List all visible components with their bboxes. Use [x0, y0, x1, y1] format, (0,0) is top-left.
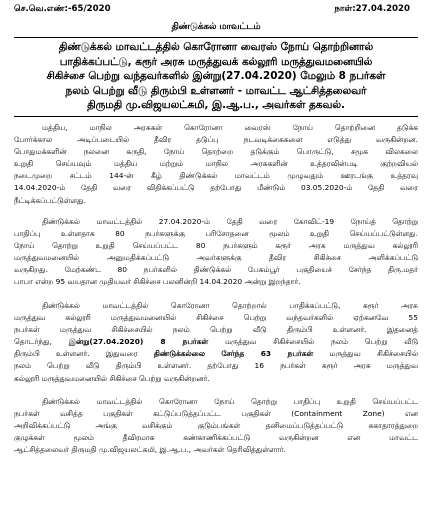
paragraph-line: திண்டுக்கல் மாவட்டத்தில் 27.04.2020-ம் தேதி வரை கோவிட்-19 நோய்த் தொற்று — [42, 217, 418, 226]
paragraph-line: நபர்கள் வசித்த பகுதிகள் கட்டுப்படுத்தப்பட்ட பகுதிகள் (Containment Zone) என — [14, 409, 418, 419]
release-date: நாள்:27.04.2020 — [334, 4, 410, 14]
paragraph-line: மருத்துவமனையில் அனுமதிக்கப்பட்டு அவர்களுக்கு தீவிர சிகிச்சை அளிக்கப்பட்டு — [14, 253, 418, 263]
paragraph-line: பாபா என்ற 95 வயதான முதியவர் சிகிச்சை பலனின்றி 14.04.2020 அன்று இறந்தார். — [14, 277, 301, 287]
paragraph-line: குழுக்கள் மூலம் தீவிரமாக கண்காணிக்கப்பட்டு வருகின்றன என மாவட்ட — [14, 433, 418, 443]
paragraph-line: அறிவிக்கப்பட்டு அங்கு வசிக்கும் குடும்பங்கள் தனிமைப்படுத்தப்பட்டு சுகாதாரத்துறை — [14, 421, 418, 431]
paragraph-line: திண்டுக்கல் மாவட்டத்தில் கொரோனா தொற்றால் பாதிக்கப்பட்டு, கரூர் அரசு — [42, 301, 418, 310]
paragraph-line: நோய் தொற்று உறுதி செய்யப்பட்ட 80 நபர்களும் கரூர் அரசு மருத்துவ கல்லூரி — [14, 241, 418, 251]
paragraph-line: தொடர்ந்து, இன்று(27.04.2020) 8 நபர்கள் மருத்துவ சிகிச்சையில் நலம் பெற்று வீடு — [14, 337, 418, 347]
headline-line: திண்டுக்கல் மாவட்டத்தில் கொரோனா வைரஸ் நோய் தொற்றினால் — [58, 41, 374, 53]
paragraph-line: நபர்கள் மருத்துவ சிகிச்சையில் நலம் பெற்று வீடு திரும்பி உள்ளனர். இதனைத் — [14, 325, 418, 335]
header-divider — [14, 37, 418, 38]
paragraph-curfew — [14, 122, 418, 207]
paragraph-line: பாதிப்பு உள்ளதாக 80 நபர்களுக்கு பரிசோதனை மூலம் உறுதி செய்யப்பட்டுள்ளது. — [14, 229, 418, 239]
paragraph-line: உறுதி செய்யவும் மத்திய மற்றும் மாநில அரசுகளின் உத்தரவின்படி குற்றவியல் — [14, 159, 418, 169]
paragraph-line: வருகிறது. மேற்கண்ட 80 நபர்களில் திண்டுக்கல் பேகம்பூர் பகுதியைச் சேர்ந்த திரு.மதர் — [14, 265, 418, 275]
headline-line: திருமதி மு.விஜயலட்சுமி, இ.ஆ.ப., அவர்கள் தகவல். — [87, 99, 345, 111]
paragraph-line: ஆட்சித்தலைவர் திருமதி மு.விஜயலட்சுமி, இ.ஆ.ப., அவர்கள் தெரிவித்துள்ளார். — [14, 445, 286, 455]
paragraph-containment — [14, 396, 418, 456]
release-number: செ.வெ.எண்:-65/2020 — [14, 4, 111, 14]
paragraph-line: மத்திய, மாநில அரசுகள் கொரோனா வைரஸ் நோய் தொற்றினை தடுக்க — [42, 123, 418, 132]
paragraph-line: திண்டுக்கல் மாவட்டத்தில் கொரோனா நோய் தொற்று பாதிப்பு உறுதி செய்யப்பட்ட — [42, 397, 418, 406]
paragraph-line: கல்லூரி மருத்துவமனையில் சிகிச்சை பெற்று வருகின்றனர். — [14, 373, 210, 383]
headline-line: பாதிக்கப்பட்டு, கரூர் அரசு மருத்துவக் கல்லூரி மருத்துவமனையில் — [59, 55, 373, 68]
headline-divider — [14, 116, 418, 117]
paragraph-line: நலம் பெற்று வீடு திரும்பி உள்ளனர். தற்போது 16 நபர்கள் கரூர் அரசு மருத்துவ — [14, 361, 418, 371]
district-heading: திண்டுக்கல் மாவட்டம் — [171, 22, 261, 32]
headline-line: நலம் பெற்று வீடு திரும்பி உள்ளனர் - மாவட்ட ஆட்சித்தலைவர் — [65, 84, 367, 97]
paragraph-line: திரும்பி உள்ளனர். இதுவரை திண்டுக்கல்லை சேர்ந்த 63 நபர்கள் மருத்துவ சிகிச்சையில் — [14, 349, 418, 359]
paragraph-recoveries — [14, 300, 418, 385]
paragraph-line: 14.04.2020-ம் தேதி வரை விதிக்கப்பட்டு தற்போது மீண்டும் 03.05.2020-ம் தேதி வரை — [14, 183, 418, 193]
paragraph-line: நடைமுறை சட்டம் 144-ன் கீழ் திண்டுக்கல் மாவட்டம் முழுவதும் ஊரடங்கு உத்தரவு — [14, 171, 418, 181]
headline — [14, 40, 418, 113]
paragraph-cases — [14, 216, 418, 289]
paragraph-line: பொதுமக்களின் நலனை கருதி, நோய் தொற்றை தடுக்கும் பொருட்டு, சமூக விலகலை — [14, 147, 418, 157]
paragraph-line: மருத்துவ கல்லூரி மருத்துவமனையில் சிகிச்சை பெற்று வந்தவர்களில் ஏற்கனவே 55 — [14, 313, 418, 323]
headline-line: சிகிச்சை பெற்று வந்தவர்களில் இன்று(27.04.2020) மேலும் 8 நபர்கள் — [46, 70, 386, 82]
paragraph-line: போர்க்கால அடிப்படையில் தீவிர தடுப்பு நடவடிக்கைகளை எடுத்து வருகின்றன. — [14, 135, 418, 145]
paragraph-line: நீட்டிக்கப்பட்டுள்ளது. — [14, 195, 86, 205]
